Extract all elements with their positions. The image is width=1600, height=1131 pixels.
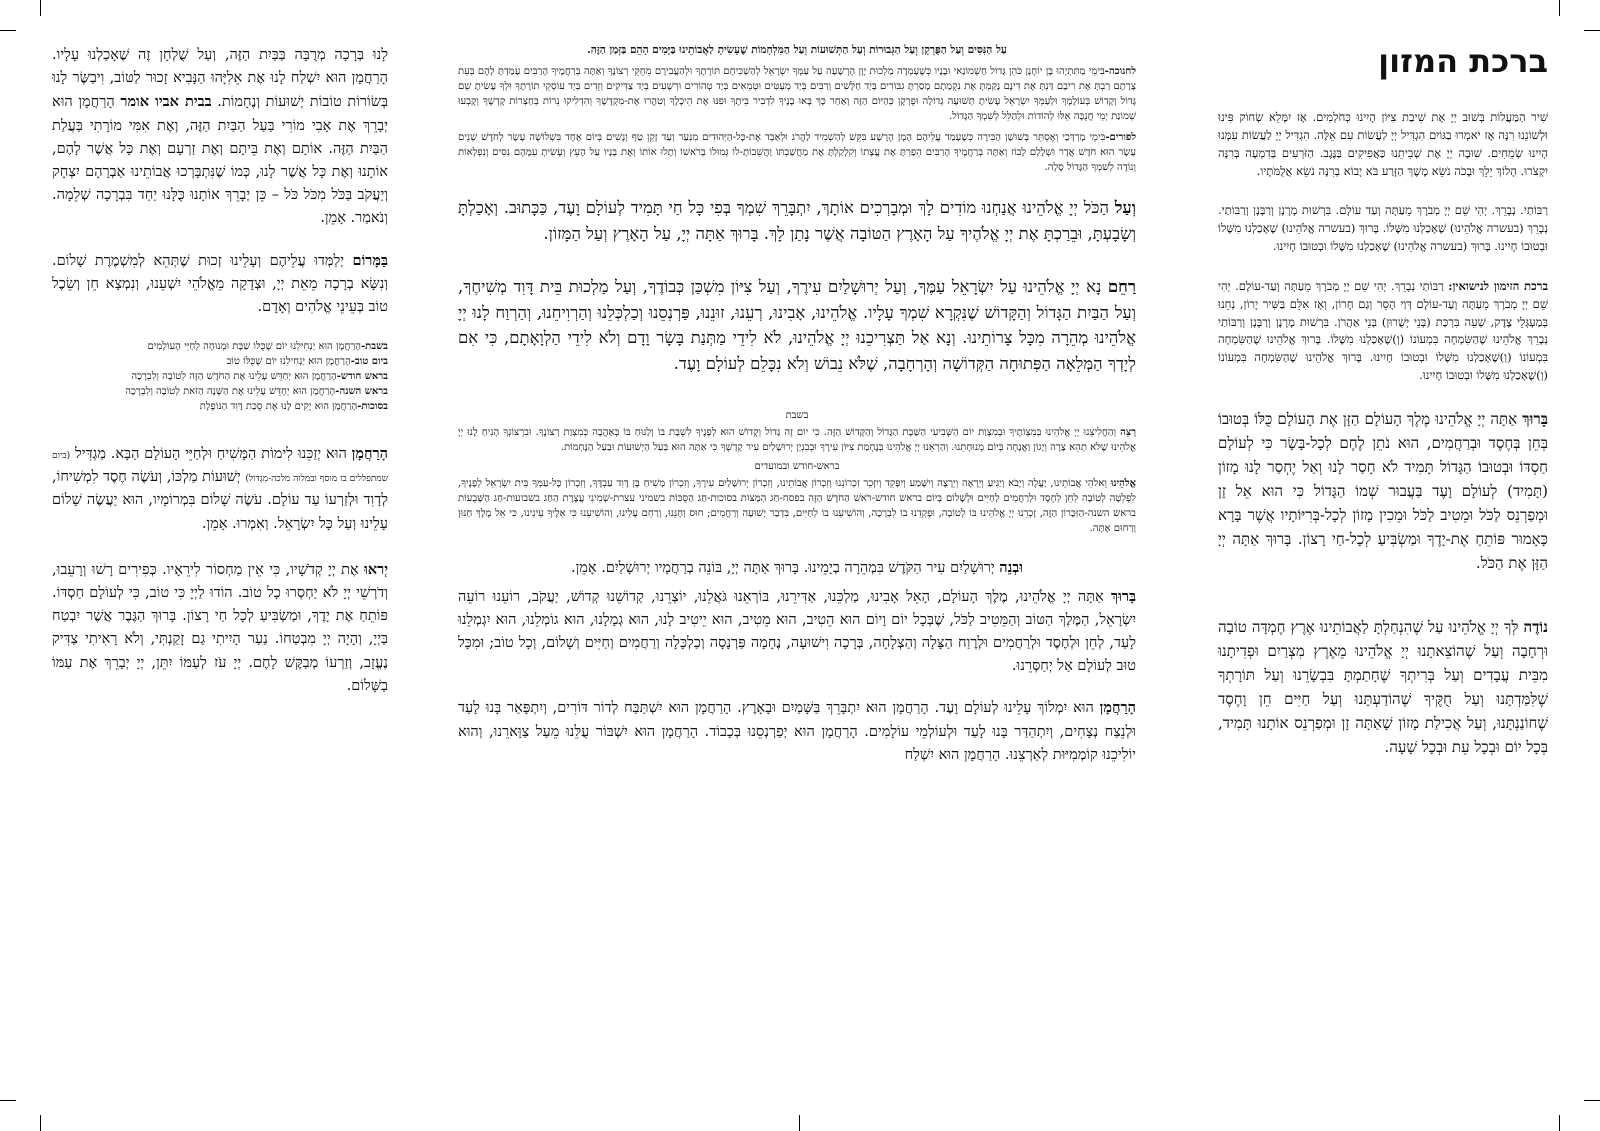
yaaleh-text: וֵאלֹהֵי אֲבוֹתֵינוּ, יַעֲלֶה וְיָבֹא וְיַגִּיעַ וְיֵרָאֶה וְיֵרָצֶה וְיִשָּׁמַע וְיִפָּקֵד וְיִזָּכֵר זִכְרוֹנֵנוּ וְזִכְרוֹן אֲבוֹתֵינוּ, וְזִכְרוֹן יְרוּשָׁלַיִם עִירֶךָ, וְזִכְרוֹן מָשִׁיחַ בֶּן דָּוִד עַבְדֶּךָ, וְזִכְרוֹן כָּל-עַמְּךָ בֵּית יִשְׂרָאֵל לְפָנֶיךָ, לִפְלֵטָה לְטוֹבָה לְחֵן לְחֶסֶד וּלְרַחֲמִים לְחַיִּים וּלְשָׁלוֹם בְּיוֹם [458,478,1136,505]
yiru-text: אֶת יְיָ קְדֹשָׁיו, כִּי אֵין מַחְסוֹר לִירֵאָיו. כְּפִירִים רָשׁוּ וְרָעֵבוּ, וְדֹרְשֵׁי יְיָ לֹא יַחְסְרוּ כָל טוֹב. הוֹדוּ לַיְיָ כִּי טוֹב, כִּי לְעוֹלָם חַסְדּוֹ. פּוֹתֵחַ אֶת יָדֶךָ, וּמַשְׂבִּיעַ לְכָל חַי רָצוֹן. בָּרוּךְ הַגֶּבֶר אֲשֶׁר יִבְטַח בַּיְיָ, וְהָיָה יְיָ מִבְטַחוֹ. נַעַר הָיִיתִי גַם זָקַנְתִּי, וְלֹא רָאִיתִי צַדִּיק נֶעֱזָב, וְזַרְעוֹ מְבַקֶּשׁ לָחֶם. יְיָ עֹז לְעַמּוֹ יִתֵּן, יְיָ יְבָרֵךְ אֶת עַמּוֹ בַשָּׁלוֹם. [52,561,388,694]
harachaman-mashiach-opening: הָרַחֲמָן [351,445,388,463]
shabbat-label: בשבת [785,410,809,422]
purim-text: בִּימֵי מָרְדְּכַי וְאֶסְתֵּר בְּשׁוּשַׁן הַבִּירָה כְּשֶׁעָמַד עֲלֵיהֶם הָמָן הָרָשָׁע בִּקֵּשׁ לְהַשְׁמִיד לַהֲרֹג וּלְאַבֵּד אֶת-כָּל-הַיְּהוּדִים מִנַּעַר וְעַד זָקֵן טַף וְנָשִׁים בְּיוֹם אֶחָד בִּשְׁלוֹשָׁה עָשָׂר לְחֹדֶשׁ שְׁנֵים עָשָׂר הוּא חֹדֶשׁ אֲדָר וּשְׁלָלָם לָבוֹז וְאַתָּה בְּרַחֲמֶיךָ הָרַבִּים הֵפַרְתָּ אֶת עֲצָתוֹ וְקִלְקַלְתָּ אֶת מַחֲשַׁבְתּוֹ וַהֲשֵׁבוֹתָ-לוֹ גְּמוּלוֹ בְּרֹאשׁוֹ וְתָלוּ אוֹתוֹ וְאֶת בָּנָיו עַל הָעֵץ וְעָשִׂיתָ עִמָּהֶם נִסִּים וְנִפְלָאוֹת וְנוֹדֶה לְשִׁמְךָ הַגָּדוֹל סֶלָה. [458,132,1136,173]
blessing-hazan-text: אַתָּה יְיָ אֱלֹהֵינוּ מֶלֶךְ הָעוֹלָם הַזָּן אֶת הָעוֹלָם כֻּלּוֹ בְּטוּבוֹ בְּחֵן בְּחֶסֶד וּבְרַחֲמִים, הוּא נֹתֵן לֶחֶם לְכָל-בָּשָׂר כִּי לְעוֹלָם חַסְדּוֹ וּבְטוּבוֹ הַגָּדוֹל תָּמִיד לֹא חָסַר לָנוּ וְאַל יֶחְסַר לָנוּ מָזוֹן (תָּמִיד) לְעוֹלָם וָעֶד בַּעֲבוּר שְׁמוֹ הַגָּדוֹל כִּי הוּא אֵל זָן וּמְפַרְנֵס לַכֹּל וּמֵטִיב לַכֹּל וּמֵכִין מָזוֹן לְכָל-בְּרִיּוֹתָיו אֲשֶׁר בָּרָא כָּאָמוּר פּוֹתֵחַ אֶת-יָדֶךָ וּמַשְׂבִּיעַ לְכָל-חַי רָצוֹן. בָּרוּךְ אַתָּה יְיָ הַזָּן אֶת הַכֹּל. [1218,409,1548,572]
al-hanisim-heading: עַל הַנִּסִּים וְעַל הַפֻּרְקָן וְעַל הַגְּבוּרוֹת וְעַל הַתְּשׁוּעוֹת וְעַל הַמִּלְחָמוֹת שֶׁעָשִׂיתָ לַאֲבוֹתֵינוּ בַּיָּמִים הָהֵם בַּזְּמַן הַזֶּה. [587,44,1007,56]
chanuka-label: לחנוכה- [1104,66,1136,77]
continued-text: לָנוּ בְּרָכָה מְרֻבָּה בַּבַּיִת הַזֶּה, וְעַל שֻׁלְחָן זֶה שֶׁאָכַלְנוּ עָלָיו. הָרַחֲמָן הוּא יִשְׁלַח לָנוּ אֶת אֵלִיָּהוּ הַנָּבִיא זָכוּר לַטּוֹב, וִיבַשֶּׂר לָנוּ בְּשׂוֹרוֹת טוֹבוֹת יְשׁוּעוֹת וְנֶחָמוֹת. [52,47,389,111]
retzeh-text: וְהַחֲלִיצֵנוּ יְיָ אֱלֹהֵינוּ בְּמִצְוֹתֶיךָ וּבְמִצְוַת יוֹם הַשְּׁבִיעִי הַשַּׁבָּת הַגָּדוֹל וְהַקָּדוֹשׁ הַזֶּה. כִּי יוֹם זֶה גָּדוֹל וְקָדוֹשׁ הוּא לְפָנֶיךָ לִשְׁבָּת בּוֹ וְלָנוּחַ בּוֹ בְּאַהֲבָה כְּמִצְוַת רְצוֹנֶךָ. וּבִרְצוֹנְךָ הָנִיחַ לָנוּ יְיָ אֱלֹהֵינוּ שֶׁלֹּא תְהֵא צָרָה וְיָגוֹן וַאֲנָחָה בְּיוֹם מְנוּחָתֵנוּ. וְהַרְאֵנוּ יְיָ אֱלֹהֵינוּ בְּנֶחָמַת צִיּוֹן עִירֶךָ וּבְבִנְיַן יְרוּשָׁלַיִם עִיר קָדְשֶׁךָ כִּי אַתָּה הוּא בַּעַל הַיְשׁוּעוֹת וּבַעַל הַנֶּחָמוֹת. [458,427,1136,454]
crop-mark [1559,1115,1560,1131]
special-days-list [52,339,388,414]
crop-mark [40,1115,41,1131]
harachaman-mashiach-text-a: הוּא יְזַכֵּנוּ לִימוֹת הַמָּשִׁיחַ וּלְחַיֵּי הָעוֹלָם הַבָּא. מַגְדִּיל [75,446,347,463]
beit-avinu-label: בבית אביו אומר [120,93,212,111]
rachem [458,274,1136,376]
hatov-opening: בָּרוּךְ [1111,587,1136,605]
uvneh-text: יְרוּשָׁלַיִם עִיר הַקֹּדֶשׁ בִּמְהֵרָה בְיָמֵינוּ. בָּרוּךְ אַתָּה יְיָ, בּוֹנֵה בְרַחֲמָיו יְרוּשָׁלַיִם. אָמֵן. [570,560,995,577]
harachaman-mashiach [52,442,388,536]
al-hanisim-chanuka [458,64,1136,124]
harachaman-mashiach-text-b: יְשׁוּעוֹת מַלְכּוֹ, וְעֹשֶׂה חֶסֶד לִמְשִׁיחוֹ, לְדָוִד וּלְזַרְעוֹ עַד עוֹלָם. עֹשֶׂה שָׁלוֹם בִּמְרוֹמָיו, הוּא יַעֲשֶׂה שָׁלוֹם עָלֵינוּ וְעַל כָּל יִשְׂרָאֵל. וְאִמְרוּ. אָמֵן. [52,469,388,532]
bamarom-opening: בַּמָּרוֹם [352,251,388,269]
harachaman-opening: הָרַחֲמָן [1099,699,1137,717]
harachaman-yimloch [458,696,1136,767]
beit-avinu-text: הָרַחֲמָן הוּא יְבָרֵךְ אֶת אָבִי מוֹרִי בַּעַל הַבַּיִת הַזֶּה, וְאֶת אִמִּי מוֹרָתִי בַּעֲלַת הַבַּיִת הַזֶּה. אוֹתָם וְאֶת בֵּיתָם וְאֶת זַרְעָם וְאֶת כָּל אֲשֶׁר לָהֶם, אוֹתָנוּ וְאֶת כָּל אֲשֶׁר לָנוּ, כְּמוֹ שֶׁנִּתְבָּרְכוּ אֲבוֹתֵינוּ אַבְרָהָם יִצְחָק וְיַעֲקֹב בַּכֹּל מִכֹּל כֹּל – כֵּן יְבָרֵךְ אוֹתָנוּ כֻּלָּנוּ יַחַד בִּבְרָכָה שְׁלֵמָה. וְנֹאמַר. אָמֵן. [52,94,388,227]
special-day-label: בראש חודש- [336,371,388,383]
page-title: ברכת המזון [1378,42,1548,80]
special-day-text: הָרַחֲמָן הוּא יְחַדֵּשׁ עָלֵינוּ אֶת הַחֹדֶשׁ הַזֶּה לְטוֹבָה וְלִבְרָכָה [131,371,337,383]
veal-hakol-opening: וְעַל [1114,198,1136,217]
zimun-text: רַבּוֹתַי. נְבָרֵךְ. יְהִי שֵׁם יְיָ מְבֹרָךְ מֵעַתָּה וְעַד עוֹלָם. בִּרְשׁוּת מָרָנָן וְרַבָּנָן וְרַבּוֹתַי. נְבָרֵךְ (בעשרה אֱלֹהֵינוּ) שֶׁאָכַלְנוּ מִשֶּׁלוֹ. בָּרוּךְ (בעשרה אֱלֹהֵינוּ) שֶׁאָכַלְנוּ מִשֶּׁלוֹ וּבְטוּבוֹ חָיִינוּ. בָּרוּךְ (בעשרה אֱלֹהֵינוּ) שֶׁאָכַלְנוּ מִשֶּׁלוֹ וּבְטוּבוֹ חָיִינוּ. [1218,203,1548,254]
harachaman-mashiach-note: (ביום שמתפללים בו מוסף ובמלוה מלכה-מִגְדּוֹל) [52,451,389,485]
right-column [1218,44,1548,777]
crop-mark [1584,30,1600,31]
special-day-item [52,354,388,369]
crop-mark [40,0,41,16]
chanuka-text: בִּימֵי מַתִּתְיָהוּ בֶּן יוֹחָנָן כֹּהֵן גָּדוֹל חַשְׁמוֹנַאי וּבָנָיו כְּשֶׁעָמְדָה מַלְכוּת יָוָן הָרְשָׁעָה עַל עַמְּךָ יִשְׂרָאֵל לְהַשְׁכִּיחָם תּוֹרָתֶךָ וּלְהַעֲבִירָם מֵחֻקֵּי רְצוֹנֶךָ וְאַתָּה בְּרַחֲמֶיךָ הָרַבִּים עָמַדְתָּ לָהֶם בְּעֵת צָרָתָם רַבְתָּ אֶת רִיבָם דַּנְתָּ אֶת דִּינָם נָקַמְתָּ אֶת נִקְמָתָם מָסַרְתָּ גִבּוֹרִים בְּיַד חַלָּשִׁים וְרַבִּים בְּיַד מְעַטִּים וּטְמֵאִים בְּיַד טְהוֹרִים וּרְשָׁעִים בְּיַד צַדִּיקִים וְזֵדִים בְּיַד עוֹסְקֵי תוֹרָתֶךָ וּלְךָ עָשִׂיתָ שֵׁם גָּדוֹל וְקָדוֹשׁ בְּעוֹלָמֶךָ וּלְעַמְּךָ יִשְׂרָאֵל עָשִׂיתָ תְּשׁוּעָה גְדוֹלָה וּפֻרְקָן כְּהַיּוֹם הַזֶּה וְאַחַר כָּךְ בָּאוּ בָנֶיךָ לִדְבִיר בֵּיתֶךָ וּפִנּוּ אֶת הֵיכָלֶךָ וְטִהֲרוּ אֶת-מִקְדָּשֶׁךָ וְהִדְלִיקוּ נֵרוֹת בְּחַצְרוֹת קָדְשֶׁךָ וְקָבְעוּ שְׁמוֹנַת יְמֵי חֲנֻכָּה אֵלּוּ לְהוֹדוֹת וּלְהַלֵּל לְשִׁמְךָ הַגָּדוֹל. [458,66,1136,122]
special-day-label: ביום טוב- [350,356,388,368]
crop-mark [1559,0,1560,16]
blessing-hazan-opening: בָּרוּךְ [1522,409,1548,428]
special-day-text: הָרַחֲמָן הוּא יָקִים לָנוּ אֶת סֻכַּת דָּוִד הַנּוֹפֶלֶת [199,401,358,413]
special-day-label: בראש השנה- [335,386,388,398]
special-day-text: הָרַחֲמָן הוּא יַנְחִילֵנוּ יוֹם שֶׁכֻּלּוֹ טוֹב [226,356,351,368]
special-day-item [52,339,388,354]
yaaleh-opening: אֱלֹהֵינוּ [1110,478,1136,490]
crop-mark [799,1115,800,1131]
special-day-item [52,384,388,399]
uvneh [458,556,1136,580]
yiru [52,558,388,698]
rosh-chodesh-label: בראש-חודש ובמועדים [754,461,840,473]
crop-mark [0,1100,16,1101]
blessing-hazan [1218,407,1548,575]
bamarom [52,249,388,320]
retzeh-opening: רְצֵה [1120,427,1137,439]
special-day-label: בסוכות- [357,401,388,413]
uvneh-opening: וּבְנֵה [999,559,1024,577]
harachaman-continued [52,44,388,231]
rachem-opening: רַחֵם [1107,277,1136,297]
blessing-haaretz-opening: נוֹדֶה [1523,617,1548,636]
zimun-nisuin-text: רַבּוֹתַי נְבָרֵךְ. יְהִי שֵׁם יְיָ מְבֹרָךְ מֵעַתָּה וְעַד-עוֹלָם. יְהִי שֵׁם יְיָ מְבֹרָךְ מֵעַתָּה וְעַד-עוֹלָם דְּוַי הָסֵר וְגַם חָרוֹן, וְאָז אִלֵּם בַּשִּׁיר יָרוֹן, נְחֵנוּ בְּמַעְגְּלֵי צֶדֶק, שְׁעֵה בִּרְכַּת (בְּנֵי יְשֻׁרוּן) בְּנֵי אַהֲרֹן. בִּרְשׁוּת מָרָנָן וְרַבָּנָן וְרַבּוֹתַי נְבָרֵךְ אֱלֹהֵינוּ שֶׁהַשִּׂמְחָה בִּמְעוֹנוֹ (וְ)שֶׁאָכַלְנוּ מִשֶּׁלוֹ. בָּרוּךְ אֱלֹהֵינוּ שֶׁהַשִּׂמְחָה בִּמְעוֹנוֹ (וְ)שֶׁאָכַלְנוּ מִשֶּׁלוֹ וּבְטוּבוֹ חָיִינוּ. בָּרוּךְ אֱלֹהֵינוּ שֶׁהַשִּׂמְחָה בִּמְעוֹנוֹ (וְ)שֶׁאָכַלְנוּ מִשֶּׁלוֹ וּבְטוּבוֹ חָיִינוּ. [1218,278,1548,382]
special-day-label: בשבת- [361,341,388,353]
special-day-text: הָרַחֲמָן הוּא יַנְחִילֵנוּ יוֹם שֶׁכֻּלּוֹ שַׁבָּת וּמְנוּחָה לְחַיֵּי הָעוֹלָמִים [147,341,362,353]
hatov-text: אַתָּה יְיָ אֱלֹהֵינוּ, מֶלֶךְ הָעוֹלָם, הָאֵל אָבִינוּ, מַלְכֵּנוּ, אַדִּירֵנוּ, בּוֹרְאֵנוּ גֹּאֲלֵנוּ, יוֹצְרֵנוּ, קְדוֹשֵׁנוּ קְדוֹשׁ, יַעֲקֹב, רוֹעֵנוּ רוֹעֵה יִשְׂרָאֵל, הַמֶּלֶךְ הַטּוֹב וְהַמֵּטִיב לַכֹּל, שֶׁבְּכָל יוֹם וָיוֹם הוּא הֵטִיב, הוּא מֵטִיב, הוּא יֵיטִיב לָנוּ, הוּא גְמָלָנוּ, הוּא גוֹמְלֵנוּ, הוּא יִגְמְלֵנוּ לָעַד, לְחֵן וּלְחֶסֶד וּלְרַחֲמִים וּלְרֶוַח הַצָּלָה וְהַצְלָחָה, בְּרָכָה וִישׁוּעָה, נֶחָמָה פַּרְנָסָה וְכַלְכָּלָה וְרַחֲמִים וְחַיִּים וְשָׁלוֹם, וְכָל טוֹב; וּמִכָּל טוּב לְעוֹלָם אַל יְחַסְּרֵנוּ. [458,588,1136,675]
crop-mark [0,30,16,31]
left-column [52,44,388,716]
special-day-item [52,399,388,414]
yaaleh-veyavo [458,476,1136,536]
special-day-text: הָרַחֲמָן הוּא יְחַדֵּשׁ עָלֵינוּ אֶת הַשָּׁנָה הַזֹּאת לְטוֹבָה וְלִבְרָכָה [125,386,336,398]
retzeh [458,425,1136,455]
zimun-nisuin-label: ברכת הזימון לנישואין: [1448,278,1548,293]
crop-mark [1584,1100,1600,1101]
harachaman-text: הוּא יִמְלוֹךְ עָלֵינוּ לְעוֹלָם וָעֶד. הָרַחֲמָן הוּא יִתְבָּרֵךְ בַּשָּׁמַיִם וּבָאָרֶץ. הָרַחֲמָן הוּא יִשְׁתַּבַּח לְדוֹר דּוֹרִים, וְיִתְפָּאַר בָּנוּ לָעַד וּלְנֵצַח נְצָחִים, וְיִתְהַדַּר בָּנוּ לָעַד וּלְעוֹלְמֵי עוֹלָמִים. הָרַחֲמָן הוּא יְפַרְנְסֵנוּ בְּכָבוֹד. הָרַחֲמָן הוּא יִשְׁבּוֹר עֻלֵּנוּ מֵעַל צַוָּארֵנוּ, וְהוּא יוֹלִיכֵנוּ קוֹמְמִיּוּת לְאַרְצֵנוּ. הָרַחֲמָן הוּא יִשְׁלַח [458,700,1136,763]
hatov-vehametiv [458,585,1136,679]
rachem-text: נָא יְיָ אֱלֹהֵינוּ עַל יִשְׂרָאֵל עַמֶּךָ, וְעַל יְרוּשָׁלַיִם עִירֶךָ, וְעַל צִיּוֹן מִשְׁכַּן כְּבוֹדֶךָ, וְעַל מַלְכוּת בֵּית דָּוִד מְשִׁיחֶךָ, וְעַל הַבַּיִת הַגָּדוֹל וְהַקָּדוֹשׁ שֶׁנִּקְרָא שִׁמְךָ עָלָיו. אֱלֹהֵינוּ, אָבִינוּ, רְעֵנוּ, זוּנֵנוּ, פַּרְנְסֵנוּ וְכַלְכְּלֵנוּ וְהַרְוִיחֵנוּ, וְהַרְוַח לָנוּ יְיָ אֱלֹהֵינוּ מְהֵרָה מִכָּל צָרוֹתֵינוּ. וְנָא אַל תַּצְרִיכֵנוּ יְיָ אֱלֹהֵינוּ, לֹא לִידֵי מַתְּנַת בָּשָׂר וָדָם וְלֹא לִידֵי הַלְוָאָתָם, כִּי אִם לְיָדְךָ הַמְּלֵאָה הַפְּתוּחָה הַקְּדוֹשָׁה וְהָרְחָבָה, שֶׁלֹּא נֵבוֹשׁ וְלֹא נִכָּלֵם לְעוֹלָם וָעֶד. [458,277,1136,373]
shir-hamaalot: שִׁיר הַמַּעֲלוֹת בְּשׁוּב יְיָ אֶת שִׁיבַת צִיּוֹן הָיִינוּ כְּחֹלְמִים. אָז יִמָּלֵא שְׂחוֹק פִּינוּ וּלְשׁוֹנֵנוּ רִנָּה אָז יֹאמְרוּ בַגּוֹיִם הִגְדִּיל יְיָ לַעֲשׂוֹת עִם אֵלֶּה. הִגְדִּיל יְיָ לַעֲשׂוֹת עִמָּנוּ הָיִינוּ שְׂמֵחִים. שׁוּבָה יְיָ אֶת שְׁבִיתֵנוּ כַּאֲפִיקִים בַּנֶּגֶב. הַזֹּרְעִים בְּדִמְעָה בְּרִנָּה יִקְצֹרוּ. הָלוֹךְ יֵלֵךְ וּבָכֹה נֹשֵׂא מֶשֶׁךְ הַזָּרַע בֹּא יָבוֹא בְרִנָּה נֹשֵׂא אֲלֻמֹּתָיו. [1218,110,1548,178]
yiru-opening: יְראוּ [364,560,389,578]
zimun-nisuin [1218,278,1548,385]
special-day-item [52,369,388,384]
blessing-haaretz-text: לְּךָ יְיָ אֱלֹהֵינוּ עַל שֶׁהִנְחַלְתָּ לַאֲבוֹתֵינוּ אֶרֶץ חֶמְדָּה טוֹבָה וּרְחָבָה וְעַל שֶׁהוֹצֵאתָנוּ יְיָ אֱלֹהֵינוּ מֵאֶרֶץ מִצְרַיִם וּפְדִיתָנוּ מִבֵּית עֲבָדִים וְעַל בְּרִיתְךָ שֶׁחָתַמְתָּ בִּבְשָׂרֵנוּ וְעַל תּוֹרָתְךָ שֶׁלִּמַּדְתָּנוּ וְעַל חֻקֶּיךָ שֶׁהוֹדַעְתָּנוּ וְעַל חַיִּים חֵן וָחֶסֶד שֶׁחוֹנַנְתָּנוּ, וְעַל אֲכִילַת מָזוֹן שָׁאַתָּה זָן וּמְפַרְנֵס אוֹתָנוּ תָּמִיד, בְּכָל יוֹם וּבְכָל עֵת וּבְכָל שָׁעָה. [1218,617,1548,756]
al-hanisim-purim [458,130,1136,175]
veal-hakol [458,195,1136,246]
bamarom-text: יְלַמְּדוּ עֲלֵיהֶם וְעָלֵינוּ זְכוּת שֶׁתְּהֵא לְמִשְׁמֶרֶת שָׁלוֹם. וְנִשָּׂא בְרָכָה מֵאֵת יְיָ, וּצְדָקָה מֵאֱלֹהֵי יִשְׁעֵנוּ, וְנִמְצָא חֵן וְשֵׂכֶל טוֹב בְּעֵינֵי אֱלֹהִים וְאָדָם. [52,252,388,315]
blessing-haaretz [1218,615,1548,759]
yaaleh-days: בראש חודש-רֹאשׁ הַחֹדֶשׁ הַזֶּה בפסח-חַג הַמַּצּוֹת בסוכות-חַג הַסֻּכּוֹת בשמיני עצרת-שְׁמִינִי עֲצֶרֶת הַחַג בשבועות-חַג הַשָּׁבֻעוֹת בראש השנה-הַזִּכָּרוֹן הַזֶּה, זָכְרֵנוּ יְיָ אֱלֹהֵינוּ בּוֹ לְטוֹבָה, וּפָקְדֵנוּ בוֹ לִבְרָכָה, וְהוֹשִׁיעֵנוּ בוֹ לְחַיִּים, בִּדְבַר יְשׁוּעָה וְרַחֲמִים; חוּס וְחָנֵּנוּ, וְרַחֵם עָלֵינוּ, וְהוֹשִׁיעֵנוּ כִּי אֵלֶיךָ עֵינֵינוּ, כִּי אֵל מֶלֶךְ חַנּוּן וְרַחוּם אָתָּה. [458,493,1136,535]
veal-hakol-text: הַכֹּל יְיָ אֱלֹהֵינוּ אֲנַחְנוּ מוֹדִים לָךְ וּמְבָרְכִים אוֹתָךְ, יִתְבָּרֵךְ שִׁמְךָ בְּפִי כָּל חַי תָּמִיד לְעוֹלָם וָעֶד, כַּכָּתוּב. וְאָכַלְתָּ וְשָׂבָעְתָּ, וּבֵרַכְתָּ אֶת יְיָ אֱלֹהֶיךָ עַל הָאָרֶץ הַטּוֹבָה אֲשֶׁר נָתַן לָךְ. בָּרוּךְ אַתָּה יְיָ, עַל הָאָרֶץ וְעַל הַמָּזוֹן. [458,198,1136,243]
middle-column [458,44,1136,785]
purim-label: לפורים- [1105,132,1136,143]
